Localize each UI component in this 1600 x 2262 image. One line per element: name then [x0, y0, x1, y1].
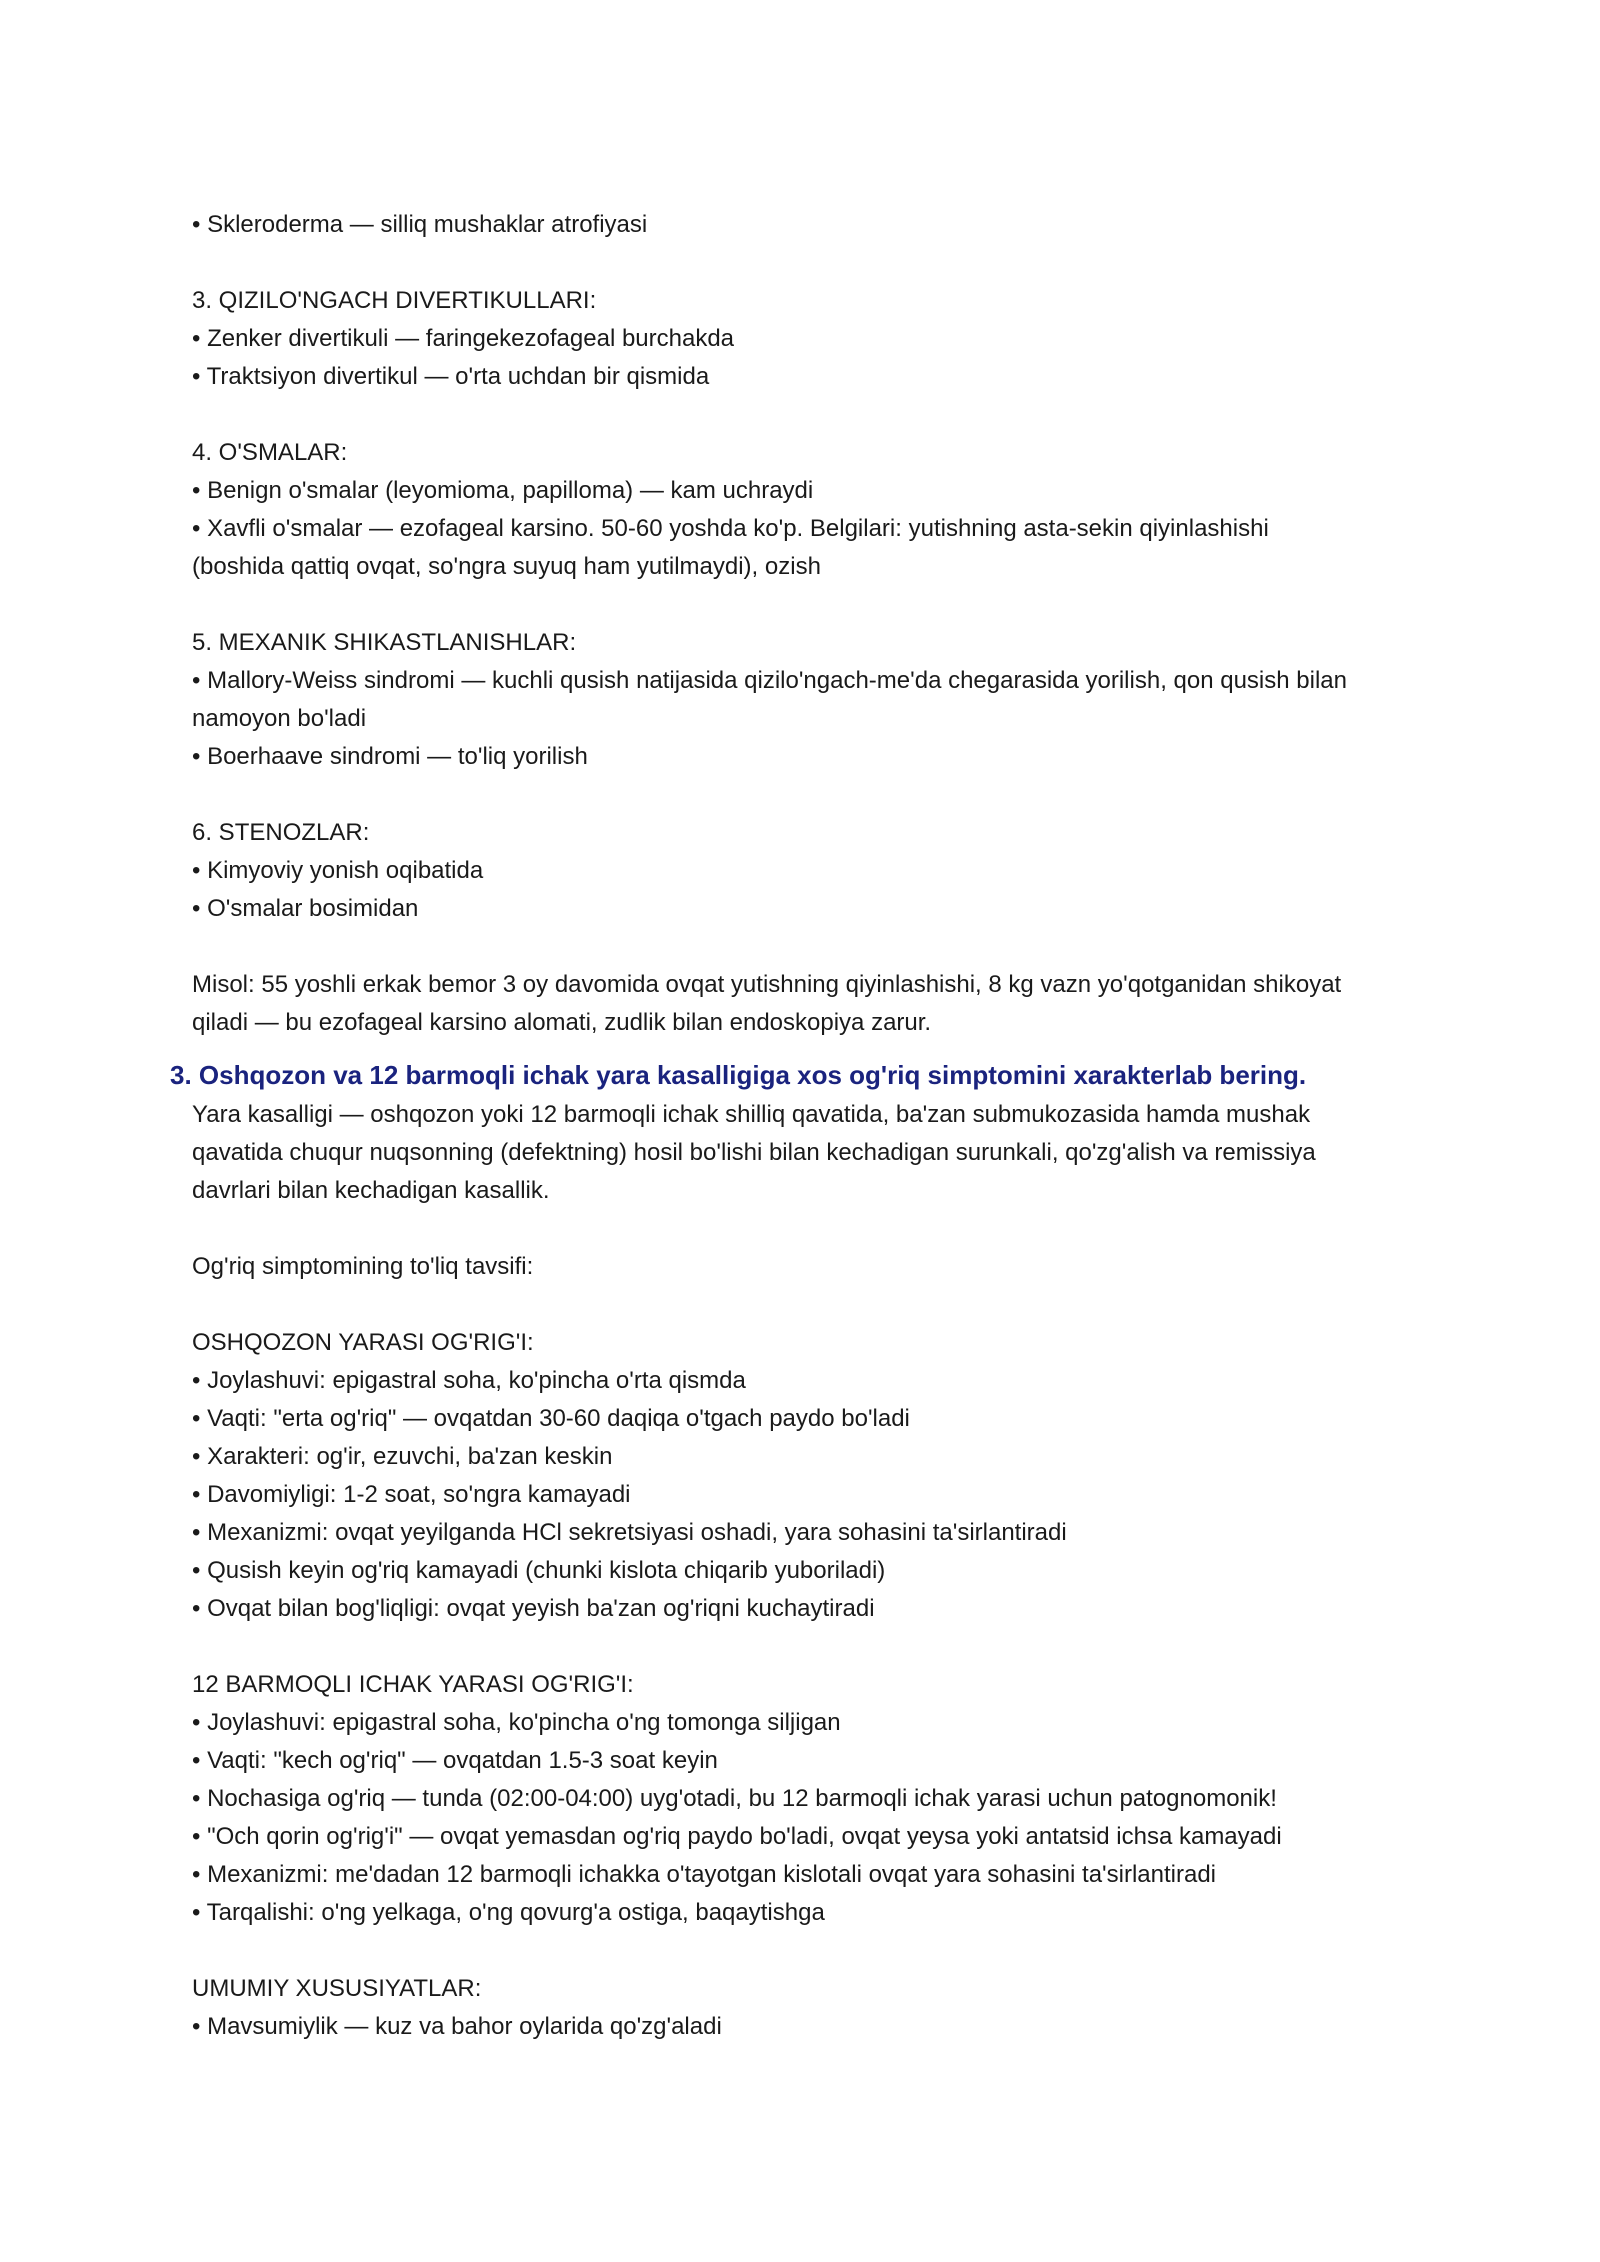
- text-line: Yara kasalligi — oshqozon yoki 12 barmoqli ichak shilliq qavatida, ba'zan submukozasida hamda mushak: [192, 1101, 1311, 1128]
- text-line: • Xarakteri: og'ir, ezuvchi, ba'zan keskin: [192, 1443, 613, 1470]
- text-line: • Tarqalishi: o'ng yelkaga, o'ng qovurg'a ostiga, baqaytishga: [192, 1899, 825, 1926]
- blank-line: [192, 776, 1452, 814]
- text-line: 6. STENOZLAR:: [192, 819, 370, 846]
- question-heading: 3. Oshqozon va 12 barmoqli ichak yara kasalligiga xos og'riq simptomini xarakterlab bering.: [170, 1060, 1307, 1090]
- text-line: OSHQOZON YARASI OG'RIG'I:: [192, 1329, 534, 1356]
- text-line: 4. O'SMALAR:: [192, 439, 348, 466]
- blank-line: [192, 244, 1452, 282]
- text-line: • Joylashuvi: epigastral soha, ko'pincha o'rta qismda: [192, 1367, 746, 1394]
- text-line: davrlari bilan kechadigan kasallik.: [192, 1177, 550, 1204]
- text-line: • O'smalar bosimidan: [192, 895, 419, 922]
- text-line: • Zenker divertikuli — faringekezofageal burchakda: [192, 325, 735, 352]
- text-line: (boshida qattiq ovqat, so'ngra suyuq ham yutilmaydi), ozish: [192, 553, 821, 580]
- text-line: • Kimyoviy yonish oqibatida: [192, 857, 484, 884]
- text-line: 12 BARMOQLI ICHAK YARASI OG'RIG'I:: [192, 1671, 634, 1698]
- blank-line: [192, 1628, 1452, 1666]
- text-line: • Xavfli o'smalar — ezofageal karsino. 50-60 yoshda ko'p. Belgilari: yutishning asta-sekin qiyinlashishi: [192, 515, 1269, 542]
- blank-line: [192, 396, 1452, 434]
- text-line: Misol: 55 yoshli erkak bemor 3 oy davomida ovqat yutishning qiyinlashishi, 8 kg vazn yo'qotganidan shikoyat: [192, 971, 1342, 998]
- blank-line: [192, 928, 1452, 966]
- text-line: • Vaqti: "kech og'riq" — ovqatdan 1.5-3 soat keyin: [192, 1747, 718, 1774]
- document-content: [170, 206, 1452, 2046]
- text-line: namoyon bo'ladi: [192, 705, 367, 732]
- text-line: • "Och qorin og'rig'i" — ovqat yemasdan og'riq paydo bo'ladi, ovqat yeysa yoki antatsid ichsa kamayadi: [192, 1823, 1282, 1850]
- blank-line: [192, 1210, 1452, 1248]
- section-esophagus-diseases: [192, 206, 1452, 1042]
- text-line: UMUMIY XUSUSIYATLAR:: [192, 1975, 482, 2002]
- text-line: • Skleroderma — silliq mushaklar atrofiyasi: [192, 211, 648, 238]
- text-line: 3. QIZILO'NGACH DIVERTIKULLARI:: [192, 287, 597, 314]
- text-line: • Joylashuvi: epigastral soha, ko'pincha o'ng tomonga siljigan: [192, 1709, 841, 1736]
- text-line: • Mavsumiylik — kuz va bahor oylarida qo'zg'aladi: [192, 2013, 722, 2040]
- text-line: • Mallory-Weiss sindromi — kuchli qusish natijasida qizilo'ngach-me'da chegarasida yorilish, qon qusish bilan: [192, 667, 1347, 694]
- text-line: • Boerhaave sindromi — to'liq yorilish: [192, 743, 588, 770]
- text-line: • Vaqti: "erta og'riq" — ovqatdan 30-60 daqiqa o'tgach paydo bo'ladi: [192, 1405, 910, 1432]
- text-line: • Traktsiyon divertikul — o'rta uchdan bir qismida: [192, 363, 710, 390]
- blank-line: [192, 1286, 1452, 1324]
- text-line: • Davomiyligi: 1-2 soat, so'ngra kamayadi: [192, 1481, 631, 1508]
- blank-line: [192, 1932, 1452, 1970]
- text-line: Og'riq simptomining to'liq tavsifi:: [192, 1253, 534, 1280]
- text-line: • Mexanizmi: me'dadan 12 barmoqli ichakka o'tayotgan kislotali ovqat yara sohasini ta'sirlantiradi: [192, 1861, 1216, 1888]
- text-line: • Mexanizmi: ovqat yeyilganda HCl sekretsiyasi oshadi, yara sohasini ta'sirlantiradi: [192, 1519, 1067, 1546]
- blank-line: [192, 586, 1452, 624]
- text-line: • Benign o'smalar (leyomioma, papilloma) — kam uchraydi: [192, 477, 814, 504]
- text-line: qiladi — bu ezofageal karsino alomati, zudlik bilan endoskopiya zarur.: [192, 1009, 932, 1036]
- text-line: qavatida chuqur nuqsonning (defektning) hosil bo'lishi bilan kechadigan surunkali, qo'zg'alish va remissiya: [192, 1139, 1316, 1166]
- section-ulcer-pain: [192, 1096, 1452, 2046]
- text-line: • Ovqat bilan bog'liqligi: ovqat yeyish ba'zan og'riqni kuchaytiradi: [192, 1595, 875, 1622]
- text-line: 5. MEXANIK SHIKASTLANISHLAR:: [192, 629, 577, 656]
- text-line: • Qusish keyin og'riq kamayadi (chunki kislota chiqarib yuboriladi): [192, 1557, 886, 1584]
- text-line: • Nochasiga og'riq — tunda (02:00-04:00) uyg'otadi, bu 12 barmoqli ichak yarasi uchun patognomonik!: [192, 1785, 1277, 1812]
